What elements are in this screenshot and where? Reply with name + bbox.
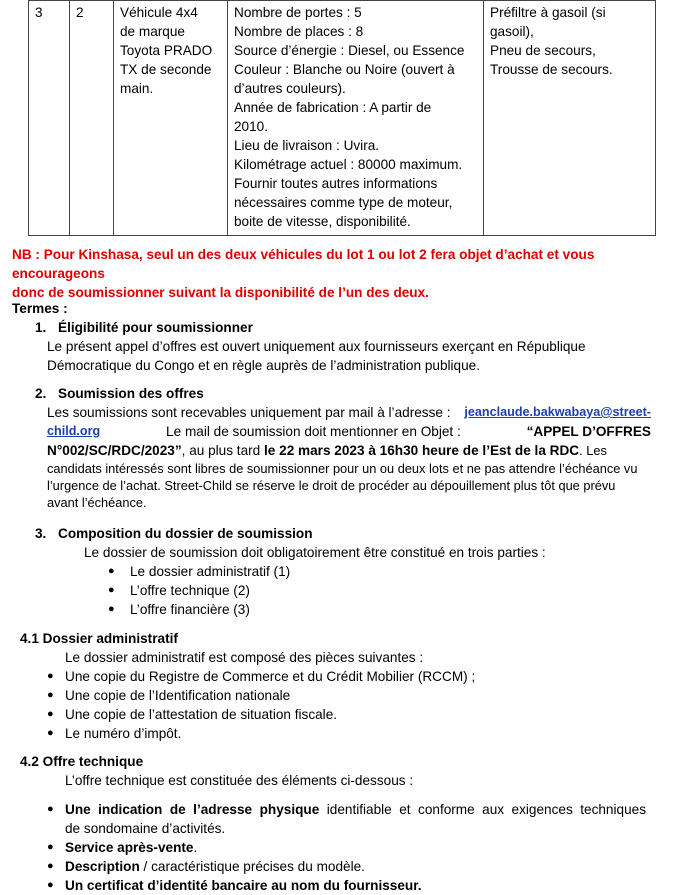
- section-3-intro: Le dossier de soumission doit obligatoirement être constitué en trois parties :: [84, 545, 546, 560]
- body-line: l’urgence de l’achat. Street-Child se réserve le droit de procéder au dépouillement plus tôt que prévu: [47, 478, 616, 493]
- table-row: [29, 1, 656, 236]
- vehicle-spec-table: [28, 0, 656, 236]
- list-item: ● L’offre technique (2): [130, 581, 290, 600]
- body-text: Les soumissions sont recevables uniquement par mail à l’adresse :: [47, 405, 451, 420]
- quantity-cell: 2: [70, 1, 114, 236]
- list-item: ● Le numéro d’impôt.: [65, 724, 475, 743]
- accessory-line: Trousse de secours.: [490, 62, 613, 77]
- spec-line: Année de fabrication : A partir de: [234, 100, 432, 115]
- section-3-list: [130, 562, 290, 619]
- section-4-2-intro: L’offre technique est constituée des éléments ci-dessous :: [65, 773, 414, 788]
- list-item: ● Un certificat d’identité bancaire au nom du fournisseur.: [65, 876, 646, 895]
- item-text: identifiable et conforme aux exigences techniques: [319, 802, 646, 817]
- item-bold: Une indication de l’adresse physique: [65, 802, 320, 817]
- section-3-number: 3.: [35, 526, 47, 541]
- list-item: ● Le dossier administratif (1): [130, 562, 290, 581]
- accessory-line: Pneu de secours,: [490, 43, 596, 58]
- object-reference: “APPEL D’OFFRES: [526, 424, 651, 439]
- section-3-title: Composition du dossier de soumission: [58, 526, 313, 541]
- description-line: Toyota PRADO: [120, 43, 213, 58]
- spec-line: boite de vitesse, disponibilité.: [234, 214, 411, 229]
- spec-line: Couleur : Blanche ou Noire (ouvert à: [234, 62, 455, 77]
- spec-line: nécessaires comme type de moteur,: [234, 195, 453, 210]
- description-line: TX de seconde: [120, 62, 212, 77]
- description-line: main.: [120, 81, 154, 96]
- body-line: avant l’échéance.: [47, 495, 147, 510]
- accessory-line: gasoil),: [490, 24, 534, 39]
- description-line: de marque: [120, 24, 185, 39]
- terms-heading: Termes :: [12, 301, 68, 316]
- body-line: Le présent appel d’offres est ouvert uniquement aux fournisseurs exerçant en République: [47, 339, 586, 354]
- list-item: [65, 857, 646, 876]
- nb-line: NB : Pour Kinshasa, seul un des deux véhicules du lot 1 ou lot 2 fera objet d’achat et vous encourageons: [12, 247, 595, 281]
- list-item: [65, 800, 646, 819]
- section-2-number: 2.: [35, 386, 47, 401]
- section-4-1-intro: Le dossier administratif est composé des pièces suivantes :: [65, 650, 424, 665]
- body-line: [47, 441, 651, 460]
- description-line: Véhicule 4x4: [120, 5, 198, 20]
- accessories-cell: [484, 1, 656, 236]
- spec-line: Nombre de places : 8: [234, 24, 364, 39]
- spec-line: d’autres couleurs).: [234, 81, 346, 96]
- list-item: ● Une copie du Registre de Commerce et du Crédit Mobilier (RCCM) ;: [65, 667, 475, 686]
- email-link-continued[interactable]: child.org: [47, 424, 101, 438]
- item-bold: Service après-vente: [65, 840, 194, 855]
- section-4-2-title: 4.2 Offre technique: [20, 754, 144, 769]
- object-reference: N°002/SC/RDC/2023”: [47, 443, 182, 458]
- body-line: [47, 422, 651, 441]
- spec-line: Lieu de livraison : Uvira.: [234, 138, 380, 153]
- item-text: / caractéristique précises du modèle.: [139, 859, 365, 874]
- body-small-lines: [47, 460, 651, 511]
- item-text: de sondomaine d’activités.: [65, 821, 226, 836]
- accessory-line: Préfiltre à gasoil (si: [490, 5, 606, 20]
- section-4-1-title: 4.1 Dossier administratif: [20, 631, 178, 646]
- description-cell: [114, 1, 228, 236]
- body-line: [47, 403, 651, 422]
- section-1-title: Éligibilité pour soumissionner: [58, 320, 253, 335]
- item-bold: Description: [65, 859, 140, 874]
- list-item: [65, 838, 646, 857]
- nb-line: donc de soumissionner suivant la disponibilité de l’un des deux.: [12, 285, 429, 300]
- spec-line: Source d’énergie : Diesel, ou Essence: [234, 43, 465, 58]
- spec-line: Fournir toutes autres informations: [234, 176, 438, 191]
- spec-line: 2010.: [234, 119, 269, 134]
- body-line: candidats intéressés sont libres de soumissionner pour un ou deux lots et ne pas attendre l’échéance vu: [47, 461, 638, 476]
- body-line: Démocratique du Congo et en règle auprès de l’administration publique.: [47, 358, 481, 373]
- lot-number-cell: 3: [29, 1, 70, 236]
- spec-line: Nombre de portes : 5: [234, 5, 362, 20]
- nb-notice: [12, 245, 680, 302]
- deadline: le 22 mars 2023 à 16h30 heure de l’Est de la RDC: [264, 443, 580, 458]
- section-4-1-list: [65, 667, 475, 743]
- email-link[interactable]: jeanclaude.bakwabaya@street-: [464, 405, 651, 419]
- body-text: Le mail de soumission doit mentionner en Objet :: [166, 424, 461, 439]
- section-1-body: [47, 337, 667, 375]
- spec-line: Kilométrage actuel : 80000 maximum.: [234, 157, 463, 172]
- section-2-title: Soumission des offres: [58, 386, 204, 401]
- list-item: ● L’offre financière (3): [130, 600, 290, 619]
- specs-cell: [228, 1, 484, 236]
- body-text: , au plus tard: [181, 443, 265, 458]
- list-item: ● Une copie de l’attestation de situation fiscale.: [65, 705, 475, 724]
- section-4-2-list: [65, 800, 646, 895]
- body-text: . Les: [579, 443, 607, 458]
- item-text: .: [193, 840, 198, 855]
- section-1-number: 1.: [35, 320, 47, 335]
- section-2-body: [47, 403, 651, 511]
- list-item: ● Une copie de l’Identification nationale: [65, 686, 475, 705]
- list-item-continuation: [65, 819, 646, 838]
